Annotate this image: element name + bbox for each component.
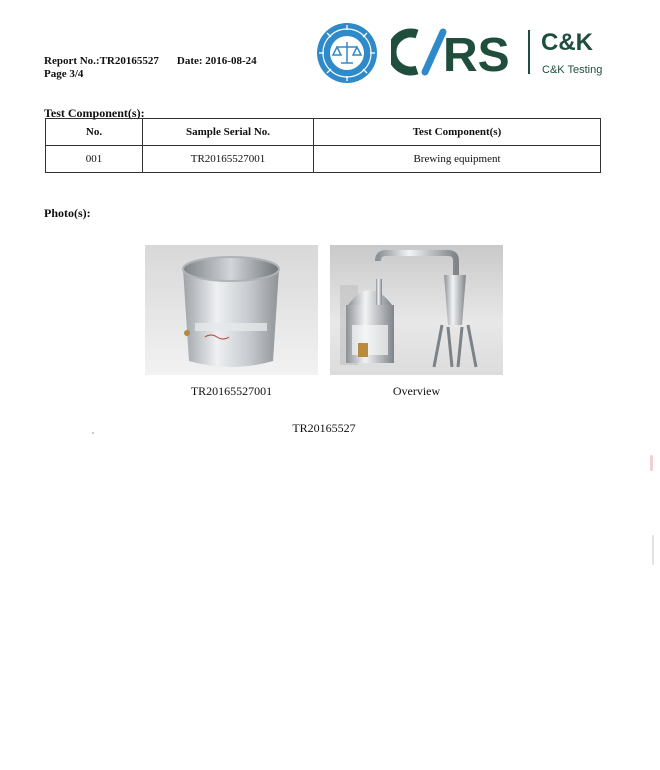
photos-section-title: Photo(s): bbox=[44, 206, 91, 220]
sample-photo bbox=[145, 245, 318, 375]
components-table bbox=[45, 118, 601, 173]
column-header-no: No. bbox=[46, 119, 143, 146]
column-header-serial: Sample Serial No. bbox=[143, 119, 314, 146]
column-header-component: Test Component(s) bbox=[314, 119, 601, 146]
scan-mark bbox=[650, 455, 653, 471]
cell-no: 001 bbox=[46, 146, 143, 173]
photo-caption-overview: Overview bbox=[392, 384, 441, 398]
report-header bbox=[44, 55, 257, 81]
table-row bbox=[46, 146, 601, 173]
components-section-title: Test Component(s): bbox=[44, 106, 145, 120]
scan-speck bbox=[92, 432, 94, 434]
photo-caption-sample: TR20165527001 bbox=[190, 384, 273, 398]
page-number: Page 3/4 bbox=[44, 68, 84, 80]
crs-logo-icon bbox=[391, 26, 513, 78]
scan-mark bbox=[652, 535, 654, 565]
overview-photo bbox=[330, 245, 503, 375]
ck-logo-subtitle: C&K Testing bbox=[542, 64, 603, 76]
footer-report-id: TR20165527 bbox=[292, 421, 356, 435]
table-header-row bbox=[46, 119, 601, 146]
report-date: Date: 2016-08-24 bbox=[176, 55, 257, 67]
ck-logo-title: C&K bbox=[541, 29, 593, 56]
report-number: Report No.:TR20165527 bbox=[44, 55, 159, 67]
cell-serial: TR20165527001 bbox=[143, 146, 314, 173]
cell-component: Brewing equipment bbox=[314, 146, 601, 173]
seal-logo-icon bbox=[316, 22, 378, 84]
logo-divider bbox=[528, 30, 530, 74]
svg-text:RS: RS bbox=[443, 29, 510, 78]
